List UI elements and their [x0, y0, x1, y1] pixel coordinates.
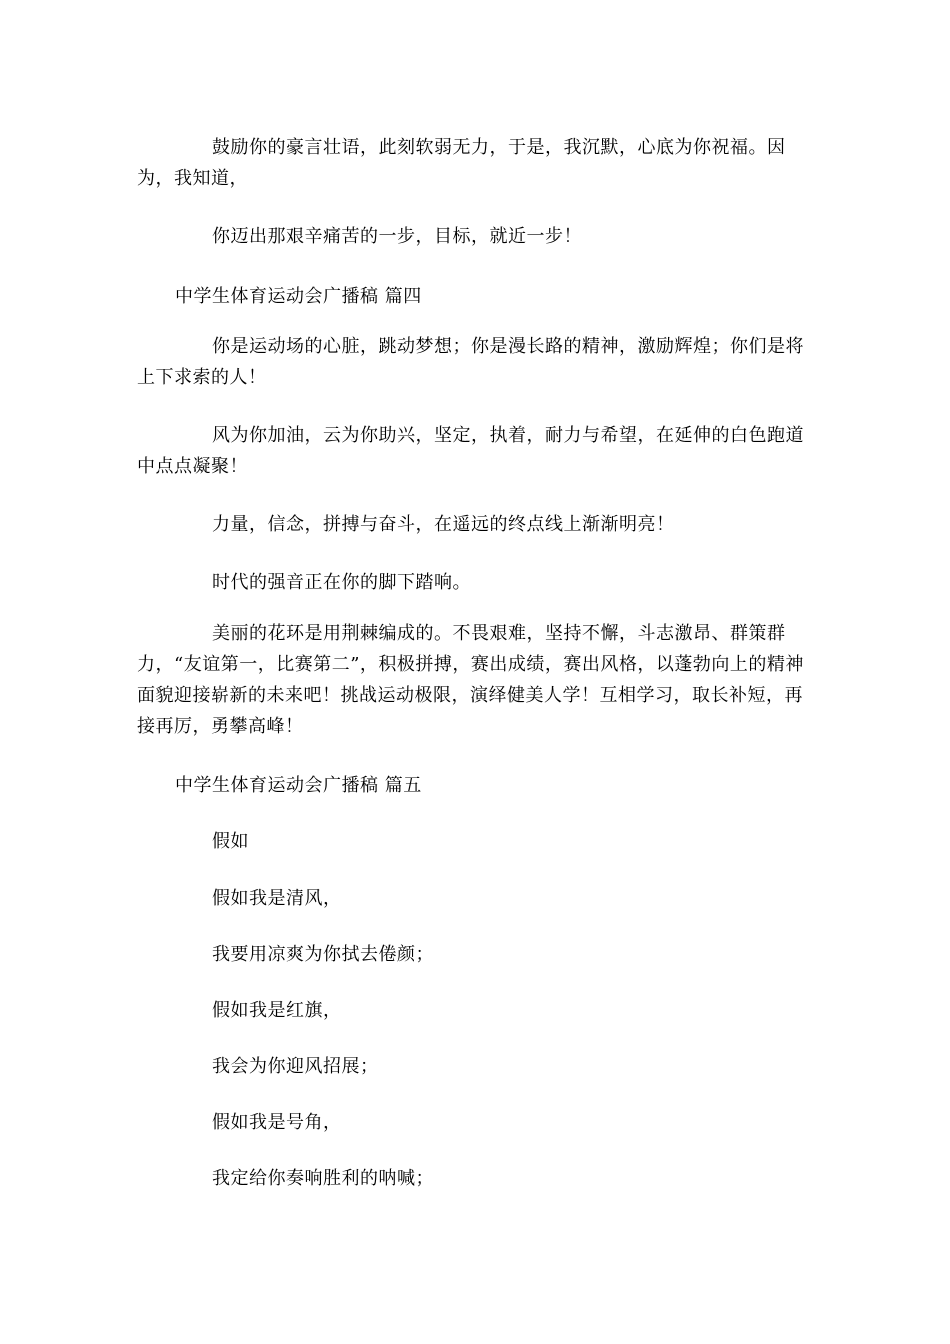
- section-heading-5: 中学生体育运动会广播稿 篇五: [175, 775, 422, 796]
- paragraph-encouragement: 鼓励你的豪言壮语，此刻软弱无力，于是，我沉默，心底为你祝福。因为，我知道，: [137, 137, 786, 189]
- paragraph-wreath: 美丽的花环是用荆棘编成的。不畏艰难，坚持不懈，斗志激昂、群策群力，“友谊第一，比赛第二”，积极拼搏，赛出成绩，赛出风格，以蓬勃向上的精神面貌迎接崭新的未来吧！挑战运动极限，演绎健美人学！互相学习，取长补短，再接再厉，勇攀高峰！: [137, 623, 804, 737]
- paragraph-strength: 力量，信念，拼搏与奋斗，在遥远的终点线上渐渐明亮！: [212, 514, 675, 535]
- verse-line-2: 假如我是清风，: [212, 888, 342, 909]
- verse-line-7: 我定给你奏响胜利的呐喊；: [212, 1168, 434, 1189]
- verse-line-1: 假如: [212, 831, 249, 852]
- verse-line-4: 假如我是红旗，: [212, 1000, 342, 1021]
- paragraph-heart: 你是运动场的心脏，跳动梦想；你是漫长路的精神，激励辉煌；你们是将上下求索的人！: [137, 336, 804, 388]
- section-heading-4: 中学生体育运动会广播稿 篇四: [175, 286, 422, 307]
- paragraph-wind: 风为你加油，云为你助兴，坚定，执着，耐力与希望，在延伸的白色跑道中点点凝聚！: [137, 425, 804, 477]
- verse-line-3: 我要用凉爽为你拭去倦颜；: [212, 944, 434, 965]
- paragraph-era: 时代的强音正在你的脚下踏响。: [212, 572, 471, 593]
- verse-line-6: 假如我是号角，: [212, 1112, 342, 1133]
- paragraph-step: 你迈出那艰辛痛苦的一步，目标，就近一步！: [212, 226, 582, 247]
- verse-line-5: 我会为你迎风招展；: [212, 1056, 379, 1077]
